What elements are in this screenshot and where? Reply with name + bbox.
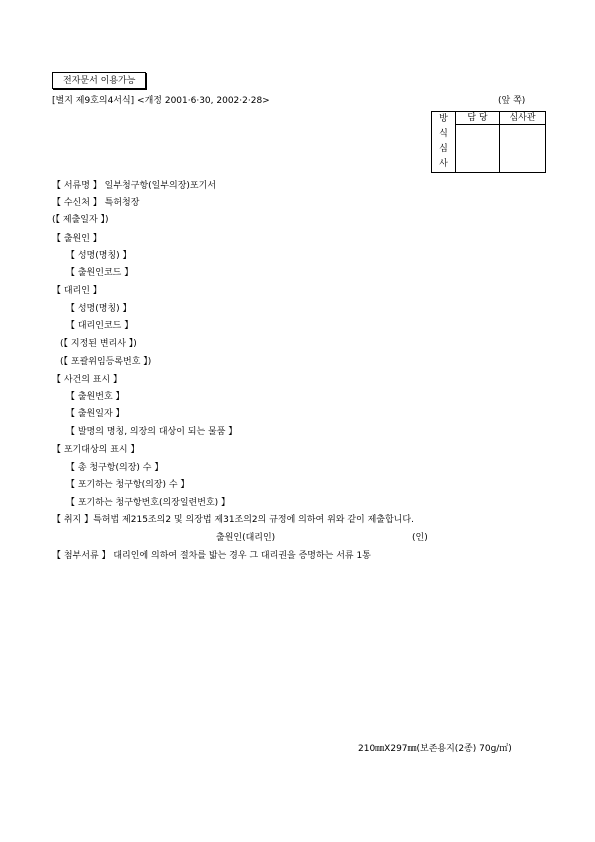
review-method-char: 식 bbox=[439, 129, 448, 139]
agent-name-field: 【 성명(명칭) 】 bbox=[66, 304, 132, 314]
review-method-cell bbox=[432, 112, 456, 173]
review-damdang-sign-cell bbox=[456, 125, 500, 173]
applicant-code-field: 【 출원인코드 】 bbox=[66, 268, 134, 278]
review-method-char: 방 bbox=[439, 114, 448, 124]
designated-attorney-field: (【 지정된 변리사 】) bbox=[60, 339, 137, 349]
total-claims-field: 【 총 청구항(의장) 수 】 bbox=[66, 463, 164, 473]
review-col-damdang: 담 당 bbox=[456, 112, 500, 125]
review-method-char: 사 bbox=[439, 159, 448, 169]
attachments-field: 【 첨부서류 】 대리인에 의하여 절차를 밟는 경우 그 대리권을 증명하는 서류 1통 bbox=[52, 551, 371, 561]
paper-spec-footer: 210㎜X297㎜(보존용지(2종) 70g/㎡) bbox=[358, 744, 512, 754]
review-examiner-sign-cell bbox=[500, 125, 546, 173]
purpose-statement: 【 취지 】특허법 제215조의2 및 의장법 제31조의2의 규정에 의하여 위와 같이 제출합니다. bbox=[52, 515, 414, 525]
review-method-char: 심 bbox=[439, 144, 448, 154]
case-display-heading: 【 사건의 표시 】 bbox=[52, 375, 123, 385]
waived-claims-count-field: 【 포기하는 청구항(의장) 수 】 bbox=[66, 480, 190, 490]
agent-heading: 【 대리인 】 bbox=[52, 286, 102, 296]
invention-title-field: 【 발명의 명칭, 의장의 대상이 되는 물품 】 bbox=[66, 427, 238, 437]
review-table bbox=[431, 111, 546, 173]
review-col-examiner: 심사관 bbox=[500, 112, 546, 125]
doc-name-field: 【 서류명 】 일부청구항(일부의장)포기서 bbox=[52, 181, 217, 191]
seal-mark: (인) bbox=[412, 533, 428, 543]
electronic-document-badge: 전자문서 이용가능 bbox=[52, 72, 146, 89]
recipient-field: 【 수신처 】 특허청장 bbox=[52, 198, 140, 208]
agent-code-field: 【 대리인코드 】 bbox=[66, 321, 134, 331]
page-side-label: (앞 쪽) bbox=[498, 96, 526, 106]
applicant-name-field: 【 성명(명칭) 】 bbox=[66, 251, 132, 261]
submit-date-field: (【 제출일자 】) bbox=[52, 215, 109, 225]
waiver-display-heading: 【 포기대상의 표시 】 bbox=[52, 445, 140, 455]
application-number-field: 【 출원번호 】 bbox=[66, 392, 125, 402]
application-date-field: 【 출원일자 】 bbox=[66, 409, 125, 419]
signer-label: 출원인(대리인) bbox=[216, 533, 276, 543]
waived-claim-numbers-field: 【 포기하는 청구항번호(의장일련번호) 】 bbox=[66, 498, 231, 508]
applicant-heading: 【 출원인 】 bbox=[52, 234, 102, 244]
blanket-power-number-field: (【 포괄위임등록번호 】) bbox=[60, 357, 152, 367]
form-reference: [별지 제9호의4서식] <개정 2001·6·30, 2002·2·28> bbox=[52, 96, 270, 106]
